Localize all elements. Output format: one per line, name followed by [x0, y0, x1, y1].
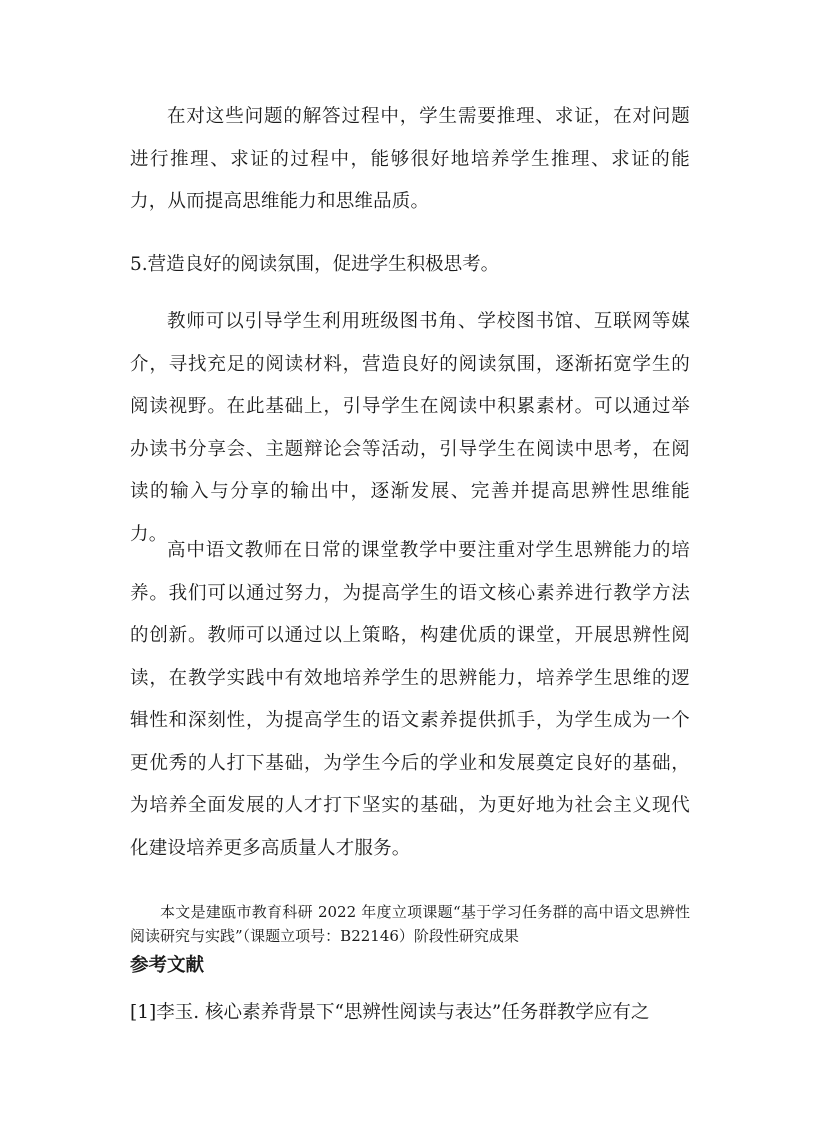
section-heading-5: 5.营造良好的阅读氛围，促进学生积极思考。: [130, 254, 500, 275]
body-paragraph-reading-atmosphere: 教师可以引导学生利用班级图书角、学校图书馆、互联网等媒介，寻找充足的阅读材料，营造良好的阅读氛围，逐渐拓宽学生的阅读视野。在此基础上，引导学生在阅读中积累素材。可以通过举办读书分享会、主题辩论会等活动，引导学生在阅读中思考，在阅读的输入与分享的输出中，逐渐发展、完善并提高思辨性思维能力。: [130, 311, 690, 545]
references-heading: 参考文献: [130, 955, 205, 976]
body-paragraph-reasoning: 在对这些问题的解答过程中，学生需要推理、求证，在对问题进行推理、求证的过程中，能够很好地培养学生推理、求证的能力，从而提高思维能力和思维品质。: [130, 106, 690, 212]
body-paragraph-conclusion: 高中语文教师在日常的课堂教学中要注重对学生思辨能力的培养。我们可以通过努力，为提高学生的语文核心素养进行教学方法的创新。教师可以通过以上策略，构建优质的课堂，开展思辨性阅读，在教学实践中有效地培养学生的思辨能力，培养学生思维的逻辑性和深刻性，为提高学生的语文素养提供抓手，为学生成为一个更优秀的人打下基础，为学生今后的学业和发展奠定良好的基础，为培养全面发展的人才打下坚实的基础，为更好地为社会主义现代化建设培养更多高质量人才服务。: [130, 540, 690, 859]
reference-item: [1]李玉. 核心素养背景下“思辨性阅读与表达”任务群教学应有之: [130, 1002, 650, 1023]
project-funding-note: 本文是建瓯市教育科研 2022 年度立项课题“基于学习任务群的高中语文思辨性阅读研究与实践”（课题立项号：B22146）阶段性研究成果: [130, 903, 690, 945]
